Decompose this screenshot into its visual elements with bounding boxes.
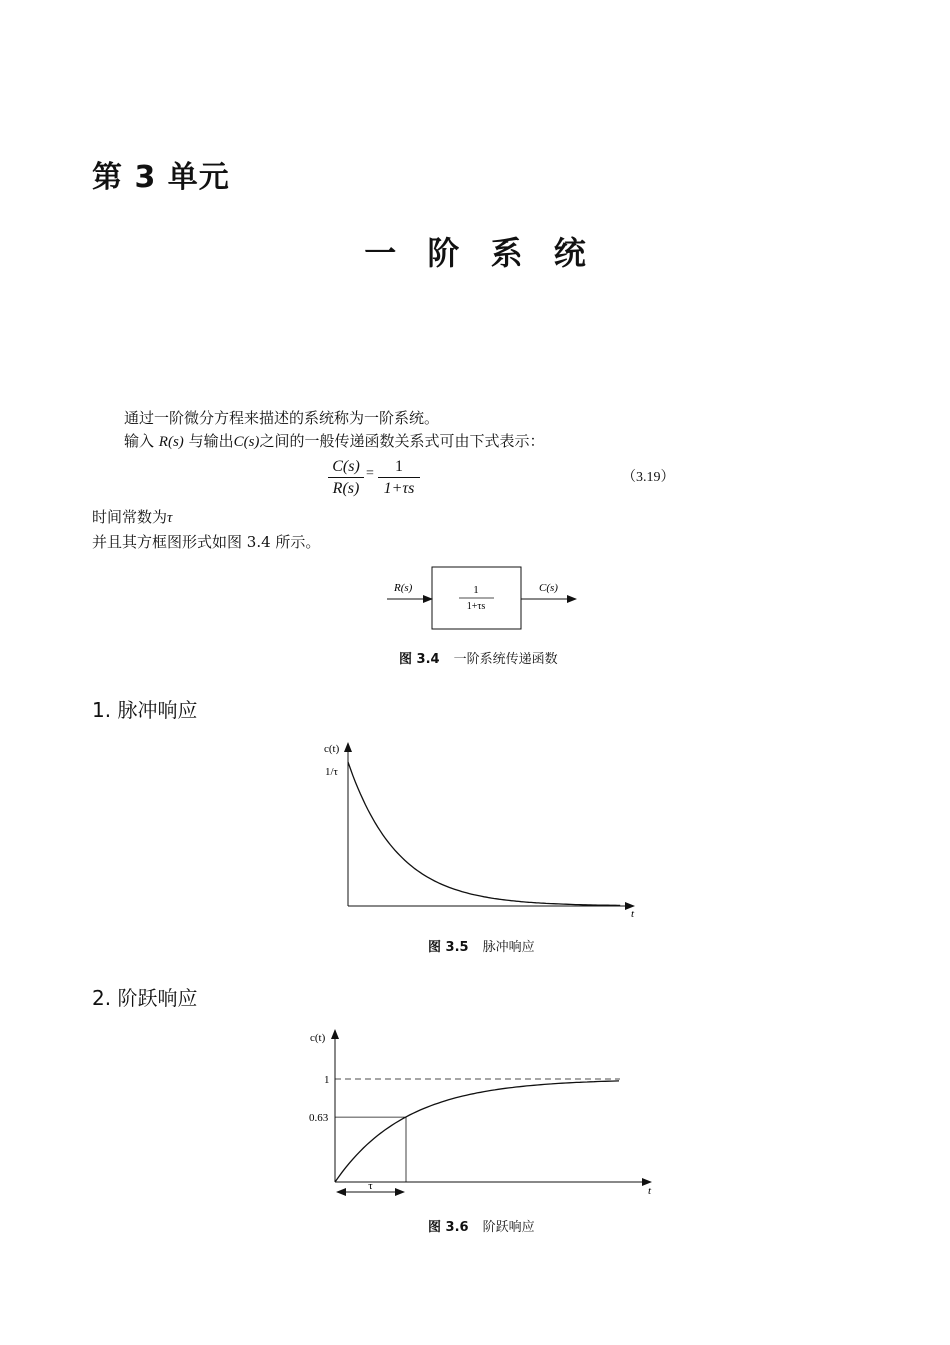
text-fragment: 时间常数为 <box>92 508 168 526</box>
section-title: 阶跃响应 <box>117 986 198 1010</box>
equation-number: （3.19） <box>622 470 675 485</box>
x-axis-label: t <box>648 1185 652 1197</box>
unit-label: 第 3 单元 <box>92 160 230 195</box>
section-number: 2. <box>92 986 112 1010</box>
caption-text: 脉冲响应 <box>482 940 535 955</box>
intro-line-4: 并且其方框图形式如图 3.4 所示。 <box>92 533 321 551</box>
tau-label: τ <box>368 1180 373 1192</box>
block-numerator: 1 <box>473 584 479 596</box>
y-axis-label: c(t) <box>324 743 340 755</box>
tau-symbol: τ <box>167 510 173 526</box>
input-symbol: R(s) <box>158 434 184 450</box>
caption-number: 图 3.6 <box>428 1220 469 1235</box>
text-fragment: 之间的一般传递函数关系式可由下式表示： <box>259 432 545 450</box>
chapter-title-char: 阶 <box>427 234 460 272</box>
rhs-denominator: 1+τs <box>383 480 415 497</box>
y-tick-label: 1/τ <box>325 766 338 778</box>
impulse-curve <box>348 762 620 905</box>
caption-number: 图 3.5 <box>428 940 469 955</box>
block-diagram <box>387 567 576 629</box>
caption-number: 图 3.4 <box>399 652 440 667</box>
section-title: 脉冲响应 <box>117 698 198 722</box>
equals-sign: = <box>366 466 374 481</box>
chapter-title-char: 系 <box>490 234 523 272</box>
rhs-numerator: 1 <box>395 458 403 475</box>
y-tick-label-063: 0.63 <box>309 1112 329 1125</box>
input-label: R(s) <box>394 582 413 594</box>
text-fragment: 与输出 <box>188 432 234 450</box>
caption-text: 一阶系统传递函数 <box>453 652 558 667</box>
step-response-chart <box>309 1030 652 1197</box>
section-number: 1. <box>92 698 112 722</box>
lhs-denominator: R(s) <box>332 480 360 497</box>
output-symbol: C(s) <box>233 434 260 450</box>
text-fragment: 输入 <box>124 432 155 450</box>
x-axis-label: t <box>631 908 635 920</box>
chapter-title-char: 一 <box>364 234 397 272</box>
chapter-title-char: 统 <box>553 234 586 272</box>
intro-line-1: 通过一阶微分方程来描述的系统称为一阶系统。 <box>124 409 440 427</box>
y-axis-label: c(t) <box>310 1032 326 1044</box>
lhs-numerator: C(s) <box>332 458 360 475</box>
block-denominator: 1+τs <box>466 601 486 612</box>
caption-text: 阶跃响应 <box>482 1220 535 1235</box>
output-label: C(s) <box>539 582 558 594</box>
impulse-response-chart <box>324 743 635 920</box>
y-tick-label-one: 1 <box>324 1074 330 1086</box>
step-curve <box>335 1081 619 1182</box>
